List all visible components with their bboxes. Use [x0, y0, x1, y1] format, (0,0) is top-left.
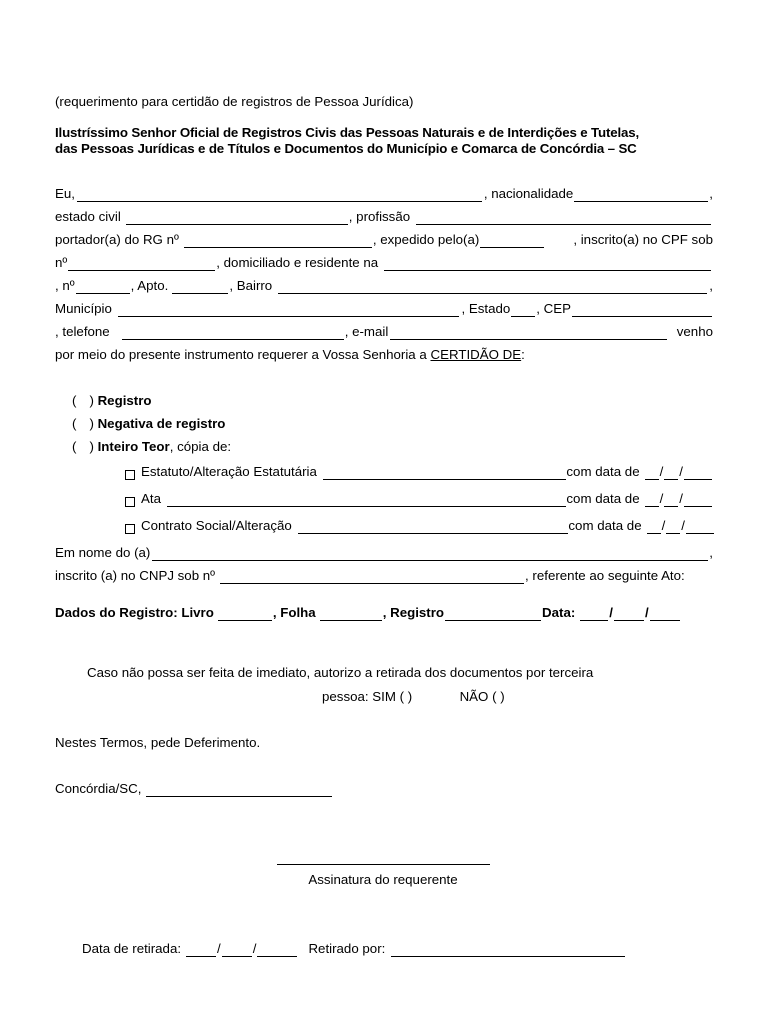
form-line-name: [55, 186, 713, 202]
label-contrato: Contrato Social/Alteração: [141, 518, 292, 533]
slash: /: [661, 518, 666, 533]
paren-open: (: [72, 439, 77, 454]
form-line-endereco: [55, 255, 713, 271]
label-com-data-de: com data de: [566, 464, 640, 479]
label-com-data-de: com data de: [568, 518, 642, 533]
label-copia-de: , cópia de:: [169, 439, 232, 454]
label-email: , e-mail: [344, 324, 389, 339]
form-line-contato: [55, 324, 713, 340]
label-nacionalidade: , nacionalidade: [483, 186, 574, 201]
label-retirado-por: Retirado por:: [308, 941, 386, 956]
form-line-dados-registro: [55, 605, 713, 621]
field-ata[interactable]: [167, 494, 566, 507]
slash: /: [252, 941, 257, 956]
paren-close: ): [89, 439, 94, 454]
autorizacao-line-1: Caso não possa ser feita de imediato, autorizo a retirada dos documentos por terceira: [87, 665, 594, 680]
label-data: Data:: [542, 605, 576, 620]
option-negativa[interactable]: [72, 416, 730, 432]
field-nacionalidade[interactable]: [574, 189, 708, 202]
field-livro[interactable]: [218, 608, 272, 621]
form-line-rg: [55, 232, 713, 248]
label-profissao: , profissão: [348, 209, 411, 224]
slash: /: [681, 518, 685, 533]
slash: /: [644, 605, 649, 620]
label-estado: , Estado: [461, 301, 511, 316]
label-municipio: Município: [55, 301, 112, 316]
label-domiciliado: , domiciliado e residente na: [216, 255, 379, 270]
field-cpf[interactable]: [68, 258, 215, 271]
slash: /: [679, 464, 683, 479]
field-estatuto[interactable]: [323, 467, 566, 480]
slash: /: [609, 605, 613, 620]
label-certidao-de: CERTIDÃO DE: [430, 347, 522, 362]
form-line-em-nome: [55, 545, 713, 561]
label-livro: Dados do Registro: Livro: [55, 605, 214, 620]
label-referente: , referente ao seguinte Ato:: [525, 568, 685, 583]
field-expedido[interactable]: [480, 235, 544, 248]
field-endereco[interactable]: [384, 258, 711, 271]
slash: /: [659, 464, 664, 479]
option-registro[interactable]: [72, 393, 730, 409]
label-expedido: , expedido pelo(a): [372, 232, 480, 247]
field-email[interactable]: [390, 327, 666, 340]
field-estatuto-mes[interactable]: [664, 467, 678, 480]
field-data-ano[interactable]: [650, 608, 680, 621]
option-nao[interactable]: NÃO ( ): [459, 689, 505, 704]
option-inteiro-teor[interactable]: [72, 439, 730, 455]
checkbox-estatuto[interactable]: [125, 470, 135, 480]
option-sim[interactable]: pessoa: SIM ( ): [322, 689, 413, 704]
field-cep[interactable]: [572, 304, 712, 317]
field-cnpj[interactable]: [220, 571, 524, 584]
field-bairro[interactable]: [278, 281, 707, 294]
signature-line[interactable]: [277, 864, 490, 865]
comma: ,: [709, 186, 713, 201]
form-line-municipio: [55, 301, 713, 317]
addressee-line-2: das Pessoas Jurídicas e de Títulos e Documentos do Município e Comarca de Concórdia – SC: [55, 141, 637, 156]
field-estado[interactable]: [511, 304, 535, 317]
field-em-nome[interactable]: [152, 548, 708, 561]
checkbox-contrato[interactable]: [125, 524, 135, 534]
suboption-contrato: [125, 518, 715, 534]
label-venho: venho: [676, 324, 713, 339]
label-ata: Ata: [141, 491, 161, 506]
field-ata-ano[interactable]: [684, 494, 712, 507]
field-estado-civil[interactable]: [126, 212, 348, 225]
addressee-line-1: Ilustríssimo Senhor Oficial de Registros Civis das Pessoas Naturais e de Interdições e Tutelas,: [55, 125, 640, 140]
field-name[interactable]: [77, 189, 482, 202]
colon: :: [521, 347, 525, 362]
closing-termos: Nestes Termos, pede Deferimento.: [55, 735, 261, 750]
form-line-requerimento: [55, 347, 713, 363]
label-rg: portador(a) do RG nº: [55, 232, 179, 247]
label-cnpj: inscrito (a) no CNPJ sob nº: [55, 568, 216, 583]
field-ata-mes[interactable]: [664, 494, 678, 507]
label-registro: , Registro: [382, 605, 445, 620]
paren-close: ): [89, 393, 94, 408]
field-contrato-ano[interactable]: [686, 521, 714, 534]
label-data-retirada: Data de retirada:: [82, 941, 182, 956]
field-contrato-dia[interactable]: [647, 521, 661, 534]
field-data-local[interactable]: [146, 784, 332, 797]
label-cep: , CEP: [536, 301, 571, 316]
field-estatuto-dia[interactable]: [645, 467, 659, 480]
slash: /: [659, 491, 664, 506]
suboption-estatuto: [125, 464, 713, 480]
slash: /: [679, 491, 683, 506]
field-contrato[interactable]: [298, 521, 569, 534]
label-estado-civil: estado civil: [55, 209, 121, 224]
field-retirado-por[interactable]: [391, 944, 625, 957]
field-apto[interactable]: [172, 281, 228, 294]
label-numero: , nº: [55, 278, 75, 293]
form-line-cnpj: [55, 568, 713, 584]
field-retirada-mes[interactable]: [222, 944, 252, 957]
paren-open: (: [72, 393, 77, 408]
field-folha[interactable]: [320, 608, 382, 621]
field-data-dia[interactable]: [580, 608, 608, 621]
comma: ,: [709, 278, 713, 293]
option-registro-label: Registro: [97, 393, 152, 408]
field-telefone[interactable]: [122, 327, 344, 340]
field-contrato-mes[interactable]: [666, 521, 680, 534]
label-bairro: , Bairro: [229, 278, 273, 293]
field-retirada-ano[interactable]: [257, 944, 297, 957]
field-registro[interactable]: [445, 608, 541, 621]
paren-close: ): [89, 416, 94, 431]
signature-label: Assinatura do requerente: [308, 872, 458, 887]
field-ata-dia[interactable]: [645, 494, 659, 507]
label-por-meio: por meio do presente instrumento requerer a Vossa Senhoria a: [55, 347, 431, 362]
form-line-retirada: [82, 941, 642, 957]
comma: ,: [709, 545, 713, 560]
label-apto: , Apto.: [130, 278, 169, 293]
form-line-cidade-data: [55, 781, 337, 797]
option-negativa-label: Negativa de registro: [97, 416, 226, 431]
paren-open: (: [72, 416, 77, 431]
field-rg[interactable]: [184, 235, 372, 248]
option-inteiro-teor-label: Inteiro Teor: [97, 439, 170, 454]
field-estatuto-ano[interactable]: [684, 467, 712, 480]
label-cidade: Concórdia/SC,: [55, 781, 142, 796]
slash: /: [217, 941, 221, 956]
label-eu: Eu,: [55, 186, 75, 201]
field-municipio[interactable]: [118, 304, 460, 317]
field-retirada-dia[interactable]: [186, 944, 216, 957]
field-profissao[interactable]: [416, 212, 711, 225]
field-numero[interactable]: [76, 281, 130, 294]
label-com-data-de: com data de: [566, 491, 640, 506]
checkbox-ata[interactable]: [125, 497, 135, 507]
form-line-estado-civil: [55, 209, 713, 225]
form-line-bairro: [55, 278, 713, 294]
label-folha: , Folha: [272, 605, 316, 620]
autorizacao-line-2: [322, 689, 622, 705]
suboption-ata: [125, 491, 713, 507]
field-data-mes[interactable]: [614, 608, 644, 621]
label-estatuto: Estatuto/Alteração Estatutária: [141, 464, 317, 479]
document-subtitle: (requerimento para certidão de registros de Pessoa Jurídica): [55, 94, 414, 109]
label-telefone: , telefone: [55, 324, 110, 339]
label-em-nome: Em nome do (a): [55, 545, 151, 560]
label-cpf-numero: nº: [55, 255, 68, 270]
label-cpf: , inscrito(a) no CPF sob: [573, 232, 713, 247]
